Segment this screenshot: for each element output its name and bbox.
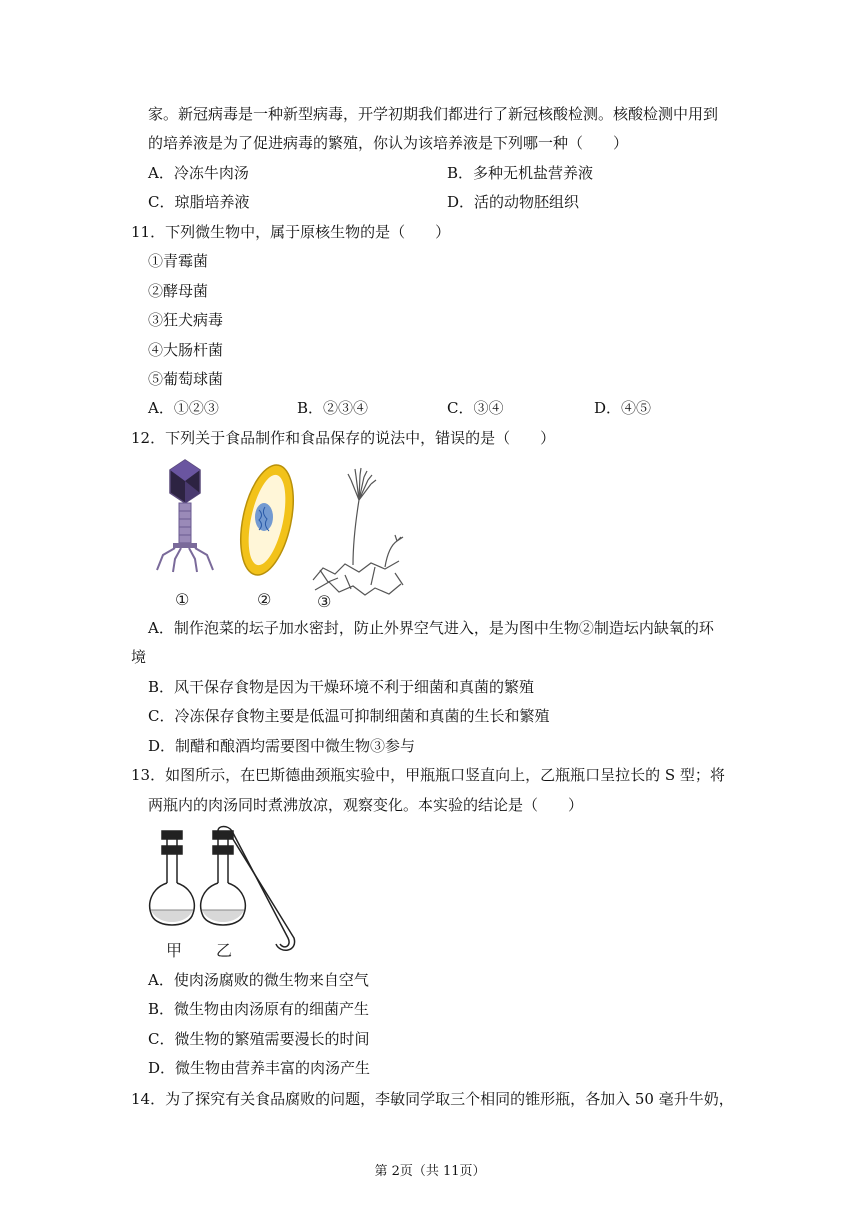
q12-option-a-cont: 境 — [131, 648, 147, 666]
figure-label-yi: 乙 — [216, 941, 233, 960]
flask-yi — [201, 827, 295, 951]
q12-option-a: A．制作泡菜的坛子加水密封，防止外界空气进入，是为图中生物②制造坛内缺氧的环 — [148, 619, 714, 637]
q10-option-b: B．多种无机盐营养液 — [447, 164, 594, 182]
q12-stem: 12．下列关于食品制作和食品保存的说法中，错误的是（ ） — [131, 429, 556, 447]
figure-label-2: ② — [257, 590, 272, 609]
page-footer: 第 2页（共 11页） — [374, 1164, 486, 1179]
q11-stem: 11．下列微生物中，属于原核生物的是（ ） — [131, 223, 451, 241]
q13-option-d: D．微生物由营养丰富的肉汤产生 — [148, 1059, 371, 1077]
q11-item: ⑤葡萄球菌 — [148, 370, 224, 388]
q11-item: ③狂犬病毒 — [148, 311, 224, 329]
q13-option-b: B．微生物由肉汤原有的细菌产生 — [148, 1000, 370, 1018]
q12-option-d: D．制醋和酿酒均需要图中微生物③参与 — [148, 737, 416, 755]
q11-item: ②酵母菌 — [148, 282, 209, 300]
figure-label-jia: 甲 — [166, 941, 183, 960]
q12-option-b: B．风干保存食物是因为干燥环境不利于细菌和真菌的繁殖 — [148, 678, 535, 696]
q11-item: ④大肠杆菌 — [148, 341, 224, 359]
q10-line2: 的培养液是为了促进病毒的繁殖，你认为该培养液是下列哪一种（ ） — [148, 134, 629, 152]
figure-label-1: ① — [175, 590, 190, 609]
q11-option-c: C．③④ — [447, 399, 504, 417]
flask-jia — [150, 831, 195, 925]
figure-label-3: ③ — [317, 592, 332, 611]
q10-line1: 家。新冠病毒是一种新型病毒，开学初期我们都进行了新冠核酸检测。核酸检测中用到 — [148, 105, 719, 123]
q11-item: ①青霉菌 — [148, 252, 209, 270]
q10-option-c: C．琼脂培养液 — [148, 193, 250, 211]
q11-option-d: D．④⑤ — [594, 399, 652, 417]
q14-stem-line1: 14．为了探究有关食品腐败的问题，李敏同学取三个相同的锥形瓶，各加入 50 毫升牛奶， — [131, 1090, 734, 1108]
virus-illustration — [157, 460, 213, 572]
mold-illustration — [313, 468, 403, 595]
q13-option-c: C．微生物的繁殖需要漫长的时间 — [148, 1030, 370, 1048]
q10-option-d: D．活的动物胚组织 — [447, 193, 580, 211]
q13-stem-line1: 13．如图所示，在巴斯德曲颈瓶实验中，甲瓶瓶口竖直向上，乙瓶瓶口呈拉长的 S 型；将 — [131, 766, 725, 784]
q13-stem-line2: 两瓶内的肉汤同时煮沸放凉，观察变化。本实验的结论是（ ） — [148, 796, 584, 814]
q11-option-a: A．①②③ — [148, 399, 219, 417]
q12-figure — [145, 455, 415, 610]
q13-option-a: A．使肉汤腐败的微生物来自空气 — [148, 971, 369, 989]
q13-figure — [148, 828, 298, 963]
q12-option-c: C．冷冻保存食物主要是低温可抑制细菌和真菌的生长和繁殖 — [148, 707, 550, 725]
bacterium-illustration — [232, 460, 302, 580]
q11-option-b: B．②③④ — [297, 399, 369, 417]
q10-option-a: A．冷冻牛肉汤 — [148, 164, 249, 182]
